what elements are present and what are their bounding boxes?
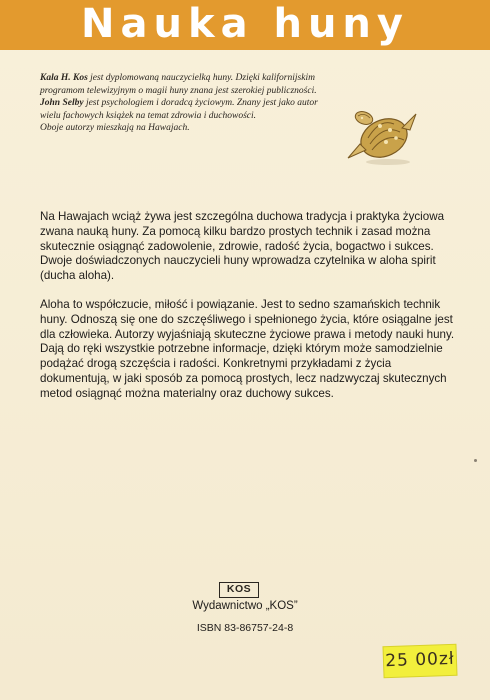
seashells-icon [340,104,430,169]
description-paragraph-1: Na Hawajach wciąż żywa jest szczególna duchowa tradycja i praktyka życiowa zwana nauką huny. Za pomocą kilku bardzo prostych technik i zasad można skutecznie osiągnąć zadowolenie, zdrowie, radość życia, bogactwo i sukces. Dwoje doświadczonych nauczycieli huny wprowadza czytelnika w aloha spirit (ducha aloha). [40,210,445,283]
description-paragraph-2: Aloha to współczucie, miłość i powiązanie. Jest to sedno szamańskich technik huny. Odnoszą się one do szczęśliwego i spełnionego życia, które osiągalne jest dla człowieka. Autorzy wyjaśniają skuteczne życiowe prawa i metody nauki huny. Dają do ręki wszystkie potrzebne informacje, dzięki którym może samodzielnie podążać drogą szczęścia i radości. Konkretnymi przykładami z życia dokumentują, w jaki sposób za pomocą prostych, lecz nadzwyczaj skutecznych metod osiągnąć można materialny oraz duchowy sukces. [40,297,455,400]
publisher-logo: KOS [219,582,259,598]
john-bio-text: jest psychologiem i doradcą życiowym. Znany jest jako autor wielu fachowych książek na temat zdrowia i duchowości. [40,98,318,121]
both-authors-line: Oboje autorzy mieszkają na Hawajach. [40,123,190,133]
book-title: Nauka huny [81,1,409,47]
title-band [0,0,490,50]
john-bio [40,97,340,122]
isbn: ISBN 83-86757-24-8 [196,622,294,634]
kala-bio-text: jest dyplomowaną nauczycielką huny. Dzięki kalifornijskim programom telewizyjnym o magii huny znana jest szerokiej publiczności. [40,73,317,96]
author-bios [40,72,340,135]
kala-bio [40,72,340,97]
kala-name: Kala H. Kos [40,73,88,83]
publisher-name: Wydawnictwo „KOS” [192,600,298,612]
john-name: John Selby [40,98,84,108]
book-description [40,210,456,416]
speck-mark [474,459,477,462]
price-sticker [383,645,456,677]
price-text: 25 00zł [384,648,455,672]
